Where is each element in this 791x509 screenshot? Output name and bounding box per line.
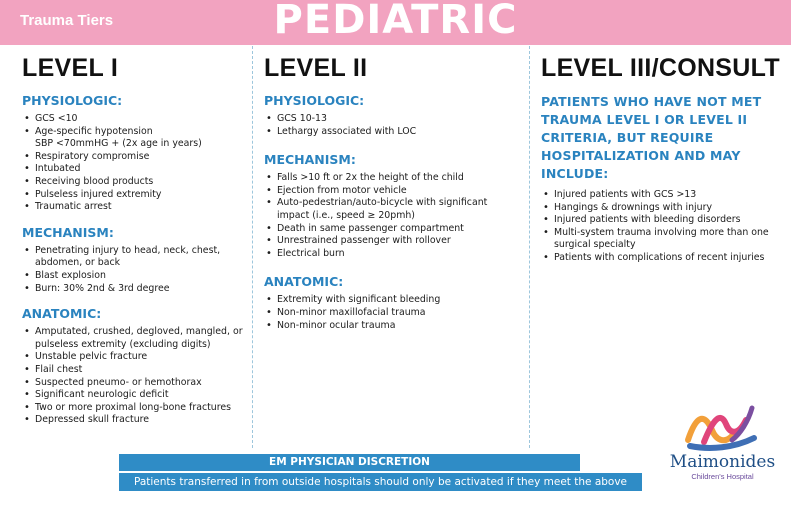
criteria-list <box>22 113 250 214</box>
list-item: • Hangings & drownings with injury <box>541 202 781 215</box>
discretion-band: EM PHYSICIAN DISCRETION <box>119 454 580 471</box>
list-item: • Multi-system trauma involving more than one surgical specialty <box>541 227 781 252</box>
maimonides-logo <box>660 400 785 485</box>
list-item: • Receiving blood products <box>22 176 250 189</box>
level-1-title: LEVEL I <box>22 54 119 82</box>
list-item: • Intubated <box>22 163 250 176</box>
list-item: • Patients with complications of recent injuries <box>541 252 781 265</box>
level-2-mechanism <box>264 152 522 260</box>
section-heading: PHYSIOLOGIC: <box>22 93 123 108</box>
list-item: • Two or more proximal long-bone fractures <box>22 402 250 415</box>
list-item: • Pulseless injured extremity <box>22 189 250 202</box>
section-heading: MECHANISM: <box>22 224 114 240</box>
list-item-continuation: SBP <70mmHG + (2x age in years) <box>35 138 202 150</box>
list-item: • Age-specific hypotension <box>22 126 250 139</box>
list-item: • Unrestrained passenger with rollover <box>264 235 522 248</box>
list-item: • Lethargy associated with LOC <box>264 126 522 139</box>
section-heading: ANATOMIC: <box>264 274 344 290</box>
list-item: • Respiratory compromise <box>22 151 250 164</box>
list-item: • Penetrating injury to head, neck, chest, abdomen, or back <box>22 245 250 270</box>
level-2-anatomic <box>264 274 522 332</box>
criteria-list <box>22 245 250 295</box>
list-item: • Non-minor maxillofacial trauma <box>264 307 522 320</box>
consult-heading: PATIENTS WHO HAVE NOT MET TRAUMA LEVEL I OR LEVEL II CRITERIA, BUT REQUIRE HOSPITALIZATION AND MAY INCLUDE: <box>541 94 762 181</box>
level-1-column <box>22 54 250 438</box>
level-1-mechanism <box>22 225 250 295</box>
list-item: • Depressed skull fracture <box>22 414 250 427</box>
list-item: • Extremity with significant bleeding <box>264 294 522 307</box>
level-1-physiologic <box>22 93 250 214</box>
logo-mark-icon <box>682 400 762 452</box>
list-item: • Death in same passenger compartment <box>264 223 522 236</box>
column-divider-2 <box>529 46 530 448</box>
list-item: • Unstable pelvic fracture <box>22 351 250 364</box>
section-heading: ANATOMIC: <box>22 306 102 322</box>
level-3-title: LEVEL III/CONSULT <box>541 54 780 82</box>
level-1-anatomic <box>22 306 250 427</box>
list-item: • Amputated, crushed, degloved, mangled, or pulseless extremity (excluding digits) <box>22 326 250 351</box>
level-2-column <box>264 54 522 343</box>
list-item: • Electrical burn <box>264 248 522 261</box>
list-item: • Injured patients with GCS >13 <box>541 189 781 202</box>
criteria-list <box>264 172 522 260</box>
page-title: PEDIATRIC <box>273 0 518 43</box>
list-item: • Traumatic arrest <box>22 201 250 214</box>
criteria-list <box>541 189 781 265</box>
criteria-list <box>22 326 250 427</box>
logo-subtitle: Children's Hospital <box>691 472 754 481</box>
list-item: • Ejection from motor vehicle <box>264 185 522 198</box>
list-item: • Burn: 30% 2nd & 3rd degree <box>22 283 250 296</box>
list-item: • GCS 10-13 <box>264 113 522 126</box>
section-heading: PHYSIOLOGIC: <box>264 93 365 108</box>
section-heading: MECHANISM: <box>264 152 356 168</box>
logo-name: Maimonides <box>669 452 776 472</box>
criteria-list <box>264 113 522 138</box>
list-item: • Injured patients with bleeding disorders <box>541 214 781 227</box>
column-divider-1 <box>252 46 253 448</box>
list-item: • Significant neurologic deficit <box>22 389 250 402</box>
header-bar <box>0 0 791 45</box>
list-item: • Auto-pedestrian/auto-bicycle with significant impact (i.e., speed ≥ 20pmh) <box>264 197 522 222</box>
criteria-list <box>264 294 522 332</box>
list-item: • Non-minor ocular trauma <box>264 320 522 333</box>
list-item: • Falls >10 ft or 2x the height of the child <box>264 172 522 185</box>
list-item: • Flail chest <box>22 364 250 377</box>
level-2-physiologic <box>264 93 522 138</box>
list-item: • Blast explosion <box>22 270 250 283</box>
tier-label: Trauma Tiers <box>20 12 114 29</box>
level-2-title: LEVEL II <box>264 54 368 82</box>
list-item: • Suspected pneumo- or hemothorax <box>22 377 250 390</box>
transfer-note-band: Patients transferred in from outside hospitals should only be activated if they meet the above criteria <box>119 473 642 491</box>
level-3-column <box>541 54 781 265</box>
list-item: • GCS <10 <box>22 113 250 126</box>
